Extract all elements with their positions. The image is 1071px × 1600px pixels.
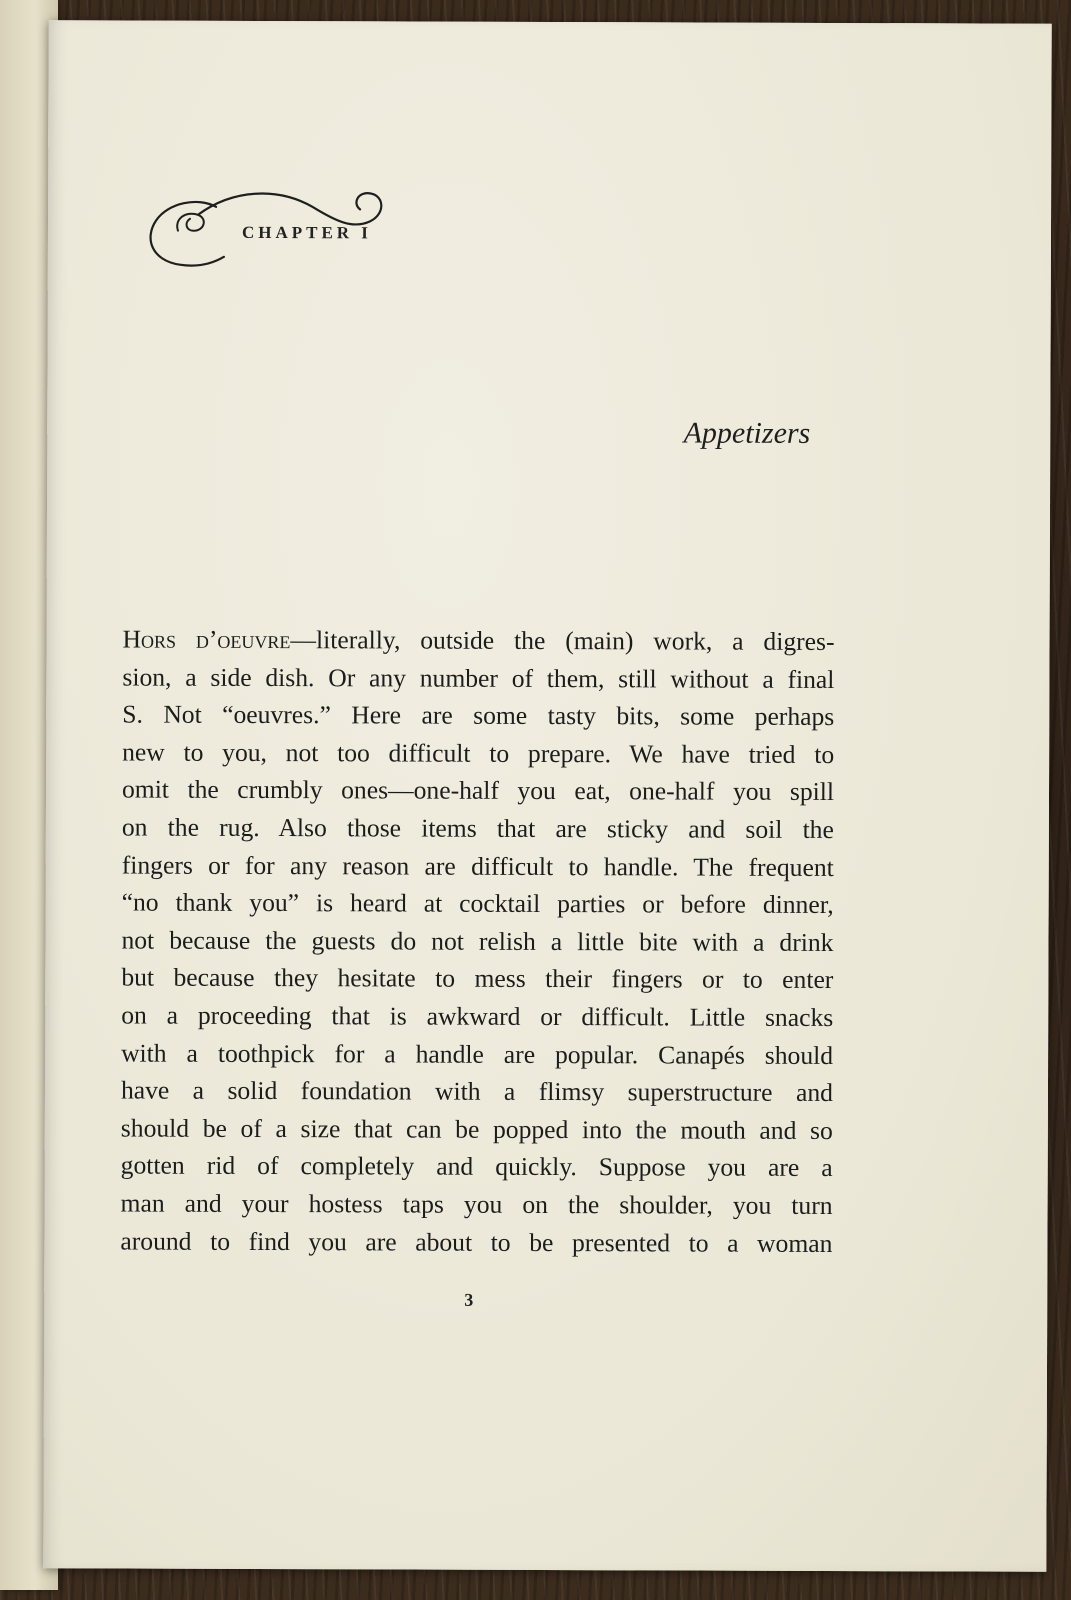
text-line: gotten rid of completely and quickly. Suppose you are a [120, 1150, 833, 1183]
text-line: with a toothpick for a handle are popular. Canapés should [121, 1038, 834, 1070]
body-paragraph [120, 621, 834, 1263]
text-line-fragment: —literally, outside the (main) work, a digres- [290, 625, 835, 657]
text-line: new to you, not too difficult to prepare. We have tried to [122, 737, 835, 769]
text-line: on a proceeding that is awkward or difficult. Little snacks [121, 1000, 834, 1032]
text-line: omit the crumbly ones—one-half you eat, one-half you spill [121, 774, 835, 807]
text-line: “no thank you” is heard at cocktail parties or before dinner, [121, 887, 834, 920]
chapter-label: CHAPTER I [241, 222, 372, 243]
text-line: around to find you are about to be presented to a woman [120, 1226, 833, 1258]
text-line: on the rug. Also those items that are sticky and soil the [121, 812, 834, 844]
text-line: have a solid foundation with a flimsy superstructure and [120, 1075, 834, 1108]
text-line: S. Not “oeuvres.” Here are some tasty bits, some perhaps [122, 699, 835, 732]
text-line: sion, a side dish. Or any number of them, still without a final [122, 662, 835, 694]
text-line: not because the guests do not relish a little bite with a drink [121, 925, 834, 957]
page-number: 3 [464, 1289, 474, 1310]
text-line: but because they hesitate to mess their fingers or to enter [121, 962, 834, 995]
text-line: fingers or for any reason are difficult to handle. The frequent [121, 850, 834, 882]
text-line: should be of a size that can be popped into the mouth and so [120, 1113, 833, 1145]
section-title: Appetizers [683, 416, 811, 450]
book-page [43, 20, 1051, 1571]
opening-small-caps: Hors d’oeuvre [122, 624, 291, 655]
text-line [122, 621, 834, 661]
text-line: man and your hostess taps you on the shoulder, you turn [120, 1188, 833, 1220]
